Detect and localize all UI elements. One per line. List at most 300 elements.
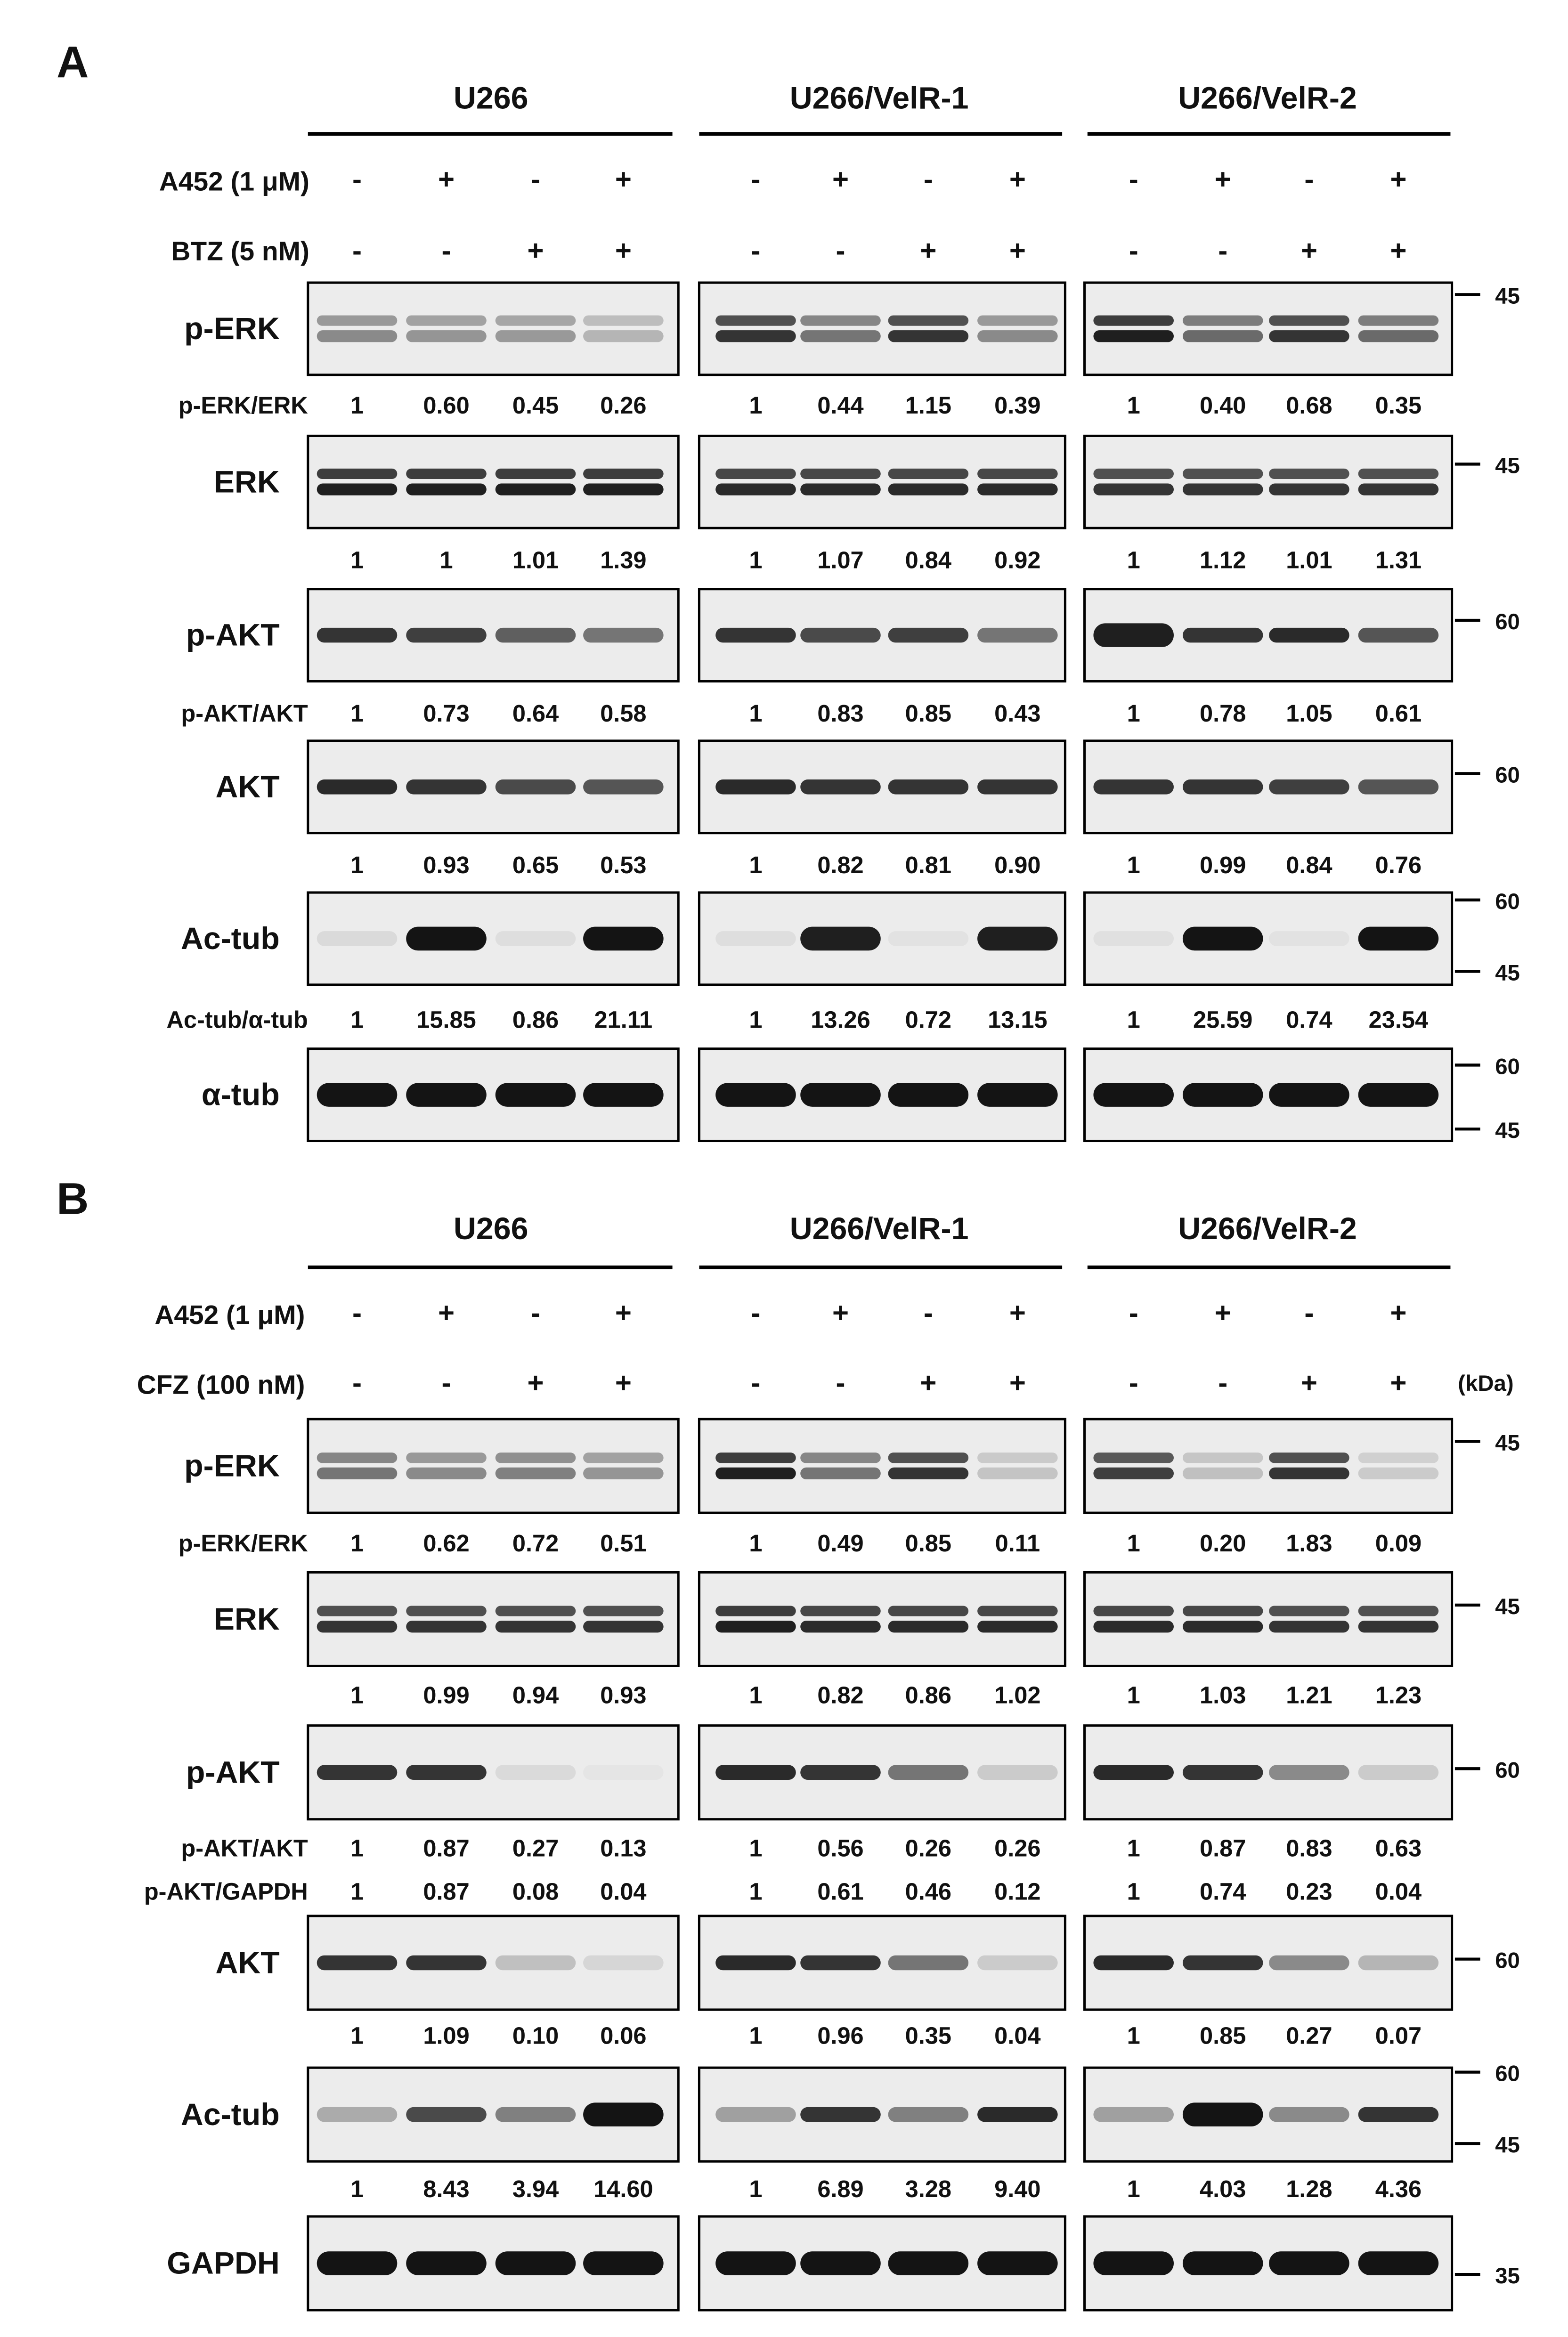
- protein-band: [1358, 1956, 1439, 1971]
- protein-band: [1093, 2251, 1174, 2275]
- protein-band: [406, 1453, 487, 1463]
- protein-band: [317, 316, 398, 326]
- protein-band: [583, 1453, 664, 1463]
- marker-label: 60: [1495, 1948, 1520, 1973]
- protein-band: [317, 1765, 398, 1780]
- quant-value: 0.65: [512, 851, 559, 878]
- quant-value: 0.56: [817, 1834, 864, 1862]
- quant-value: 0.87: [1200, 1834, 1246, 1862]
- blot-label: Ac-tub: [180, 921, 280, 957]
- protein-band: [1183, 779, 1263, 795]
- quant-value: 0.87: [423, 1834, 470, 1862]
- protein-band: [715, 483, 796, 495]
- protein-band: [800, 628, 881, 643]
- quant-value: 1: [1127, 851, 1140, 878]
- blot-row: [167, 2216, 1520, 2310]
- quant-value: 1: [350, 392, 364, 419]
- protein-band: [1093, 316, 1174, 326]
- blot-label: ERK: [213, 1602, 280, 1637]
- protein-band: [496, 1621, 576, 1632]
- quant-row: [181, 1835, 1422, 1862]
- protein-band: [888, 316, 969, 326]
- quant-value: 1.07: [817, 546, 864, 574]
- minus-sign: -: [352, 1297, 362, 1329]
- protein-band: [715, 330, 796, 342]
- quant-value: 1: [1127, 2175, 1140, 2202]
- panel-b-conditions: [137, 1297, 1514, 1400]
- protein-band: [977, 779, 1058, 795]
- marker-label: 60: [1495, 609, 1520, 635]
- quant-value: 0.11: [995, 1530, 1040, 1557]
- protein-band: [496, 1468, 576, 1479]
- protein-band: [1183, 1468, 1263, 1479]
- quant-value: 1: [749, 2175, 763, 2202]
- blot-membrane: [308, 283, 678, 375]
- protein-band: [800, 927, 881, 951]
- quant-row: [179, 392, 1422, 419]
- quant-row: [350, 852, 1422, 878]
- quant-value: 0.96: [817, 2022, 864, 2049]
- blot-label: p-ERK: [184, 1448, 280, 1484]
- blot-row: [181, 889, 1520, 986]
- protein-band: [317, 779, 398, 795]
- protein-band: [715, 628, 796, 643]
- marker-label: 35: [1495, 2264, 1520, 2289]
- protein-band: [1093, 1765, 1174, 1780]
- blot-label: α-tub: [201, 1077, 280, 1112]
- protein-band: [977, 483, 1058, 495]
- quant-value: 0.63: [1375, 1834, 1422, 1862]
- quant-value: 6.89: [817, 2175, 864, 2202]
- quant-value: 1: [350, 2022, 364, 2049]
- protein-band: [317, 628, 398, 643]
- quant-value: 0.99: [1200, 851, 1246, 878]
- protein-band: [1358, 2251, 1439, 2275]
- blot-membrane: [1084, 436, 1452, 528]
- quant-value: 1.39: [600, 546, 647, 574]
- quant-row: [179, 1530, 1422, 1557]
- protein-band: [1183, 330, 1263, 342]
- protein-band: [977, 1606, 1058, 1616]
- minus-sign: -: [531, 1297, 541, 1329]
- plus-sign: +: [832, 163, 849, 195]
- protein-band: [1269, 330, 1349, 342]
- protein-band: [888, 779, 969, 795]
- protein-band: [583, 628, 664, 643]
- protein-band: [406, 330, 487, 342]
- quant-value: 8.43: [423, 2175, 470, 2202]
- blot-row: [184, 1419, 1520, 1513]
- protein-band: [888, 2107, 969, 2122]
- quant-value: 0.44: [817, 392, 864, 419]
- panel-a: [57, 37, 1520, 1143]
- quant-value: 0.72: [512, 1530, 559, 1557]
- protein-band: [1093, 469, 1174, 479]
- protein-band: [583, 2102, 664, 2126]
- quant-value: 1: [1127, 1006, 1140, 1033]
- protein-band: [1183, 483, 1263, 495]
- protein-band: [888, 931, 969, 946]
- minus-sign: -: [836, 235, 845, 267]
- marker-label: 45: [1495, 2133, 1520, 2158]
- protein-band: [1183, 1453, 1263, 1463]
- protein-band: [406, 927, 487, 951]
- protein-band: [715, 1453, 796, 1463]
- protein-band: [977, 1468, 1058, 1479]
- group-label: U266/VelR-1: [789, 81, 969, 116]
- protein-band: [715, 1468, 796, 1479]
- blot-label: AKT: [215, 1945, 280, 1980]
- protein-band: [496, 1453, 576, 1463]
- minus-sign: -: [352, 1367, 362, 1399]
- protein-band: [583, 1468, 664, 1479]
- quant-value: 0.26: [905, 1834, 952, 1862]
- condition-label: A452 (1 μM): [154, 1300, 305, 1330]
- blot-row: [215, 741, 1519, 833]
- blot-membrane: [1084, 283, 1452, 375]
- quant-value: 3.28: [905, 2175, 952, 2202]
- protein-band: [496, 1606, 576, 1616]
- quant-value: 0.87: [423, 1878, 470, 1905]
- protein-band: [715, 931, 796, 946]
- protein-band: [406, 628, 487, 643]
- protein-band: [1183, 1621, 1263, 1632]
- quant-value: 1: [1127, 1681, 1140, 1709]
- quant-value: 1: [749, 1834, 763, 1862]
- protein-band: [496, 1956, 576, 1971]
- protein-band: [1269, 1621, 1349, 1632]
- blot-row: [184, 283, 1520, 375]
- plus-sign: +: [1390, 235, 1407, 267]
- quant-value: 1: [350, 1530, 364, 1557]
- minus-sign: -: [1129, 1367, 1138, 1399]
- quant-value: 1: [749, 699, 763, 727]
- quant-value: 0.27: [1286, 2022, 1332, 2049]
- quant-value: 9.40: [994, 2175, 1041, 2202]
- quant-value: 0.83: [1286, 1834, 1332, 1862]
- plus-sign: +: [527, 235, 544, 267]
- quant-value: 0.81: [905, 851, 952, 878]
- protein-band: [1183, 469, 1263, 479]
- protein-band: [1358, 1468, 1439, 1479]
- quant-value: 0.07: [1375, 2022, 1422, 2049]
- blot-row: [215, 1916, 1519, 2010]
- protein-band: [496, 316, 576, 326]
- plus-sign: +: [1300, 1367, 1317, 1399]
- protein-band: [317, 1956, 398, 1971]
- quant-value: 0.92: [994, 546, 1041, 574]
- protein-band: [1358, 483, 1439, 495]
- quant-value: 0.86: [512, 1006, 559, 1033]
- blot-membrane: [1084, 1572, 1452, 1666]
- protein-band: [406, 1765, 487, 1780]
- quant-value: 1.01: [1286, 546, 1332, 574]
- protein-band: [977, 316, 1058, 326]
- protein-band: [977, 1083, 1058, 1107]
- marker-label: 60: [1495, 889, 1520, 914]
- protein-band: [406, 1468, 487, 1479]
- protein-band: [1269, 1453, 1349, 1463]
- minus-sign: -: [923, 1297, 933, 1329]
- protein-band: [1269, 1083, 1349, 1107]
- protein-band: [800, 1621, 881, 1632]
- quant-row: [350, 2175, 1422, 2202]
- protein-band: [1358, 2107, 1439, 2122]
- blot-membrane: [308, 1419, 678, 1513]
- quant-value: 1: [749, 851, 763, 878]
- quant-value: 1: [350, 1681, 364, 1709]
- quant-value: 1: [350, 546, 364, 574]
- quant-value: 0.10: [512, 2022, 559, 2049]
- quant-value: 0.78: [1200, 699, 1246, 727]
- protein-band: [583, 1621, 664, 1632]
- marker-label: 45: [1495, 284, 1520, 309]
- quant-value: 1.15: [905, 392, 952, 419]
- marker-label: 45: [1495, 453, 1520, 479]
- protein-band: [1183, 628, 1263, 643]
- protein-band: [715, 316, 796, 326]
- quant-value: 0.26: [600, 392, 647, 419]
- protein-band: [317, 1453, 398, 1463]
- quant-value: 1: [1127, 2022, 1140, 2049]
- quant-value: 0.09: [1375, 1530, 1422, 1557]
- group-label: U266/VelR-2: [1178, 81, 1357, 116]
- quant-value: 21.11: [594, 1006, 653, 1033]
- quant-label: Ac-tub/α-tub: [166, 1006, 308, 1033]
- protein-band: [1093, 931, 1174, 946]
- quant-value: 0.04: [1375, 1878, 1422, 1905]
- protein-band: [317, 2251, 398, 2275]
- protein-band: [1269, 2251, 1349, 2275]
- blot-label: p-AKT: [186, 617, 280, 653]
- protein-band: [496, 2251, 576, 2275]
- quant-value: 0.12: [994, 1878, 1041, 1905]
- quant-value: 0.43: [994, 699, 1041, 727]
- minus-sign: -: [1129, 163, 1138, 195]
- quant-value: 0.04: [600, 1878, 647, 1905]
- protein-band: [800, 779, 881, 795]
- quant-value: 1.05: [1286, 699, 1332, 727]
- protein-band: [1358, 779, 1439, 795]
- quant-value: 15.85: [416, 1006, 476, 1033]
- quant-value: 0.26: [994, 1834, 1041, 1862]
- protein-band: [317, 469, 398, 479]
- protein-band: [800, 1468, 881, 1479]
- quant-value: 0.68: [1286, 392, 1332, 419]
- quant-value: 0.62: [423, 1530, 470, 1557]
- quant-value: 0.35: [905, 2022, 952, 2049]
- marker-label: 60: [1495, 2061, 1520, 2086]
- protein-band: [715, 1956, 796, 1971]
- plus-sign: +: [1214, 163, 1231, 195]
- protein-band: [406, 2107, 487, 2122]
- quant-value: 1.31: [1375, 546, 1422, 574]
- protein-band: [1093, 1468, 1174, 1479]
- protein-band: [1358, 330, 1439, 342]
- protein-band: [888, 1606, 969, 1616]
- protein-band: [317, 1606, 398, 1616]
- protein-band: [1269, 779, 1349, 795]
- quant-value: 0.08: [512, 1878, 559, 1905]
- protein-band: [1358, 1621, 1439, 1632]
- plus-sign: +: [1390, 163, 1407, 195]
- minus-sign: -: [836, 1367, 845, 1399]
- protein-band: [800, 1606, 881, 1616]
- plus-sign: +: [615, 163, 632, 195]
- quant-value: 0.74: [1200, 1878, 1246, 1905]
- quant-value: 1: [350, 2175, 364, 2202]
- plus-sign: +: [1009, 1297, 1026, 1329]
- protein-band: [1358, 1083, 1439, 1107]
- protein-band: [1183, 1606, 1263, 1616]
- quant-value: 0.64: [512, 699, 559, 727]
- minus-sign: -: [352, 235, 362, 267]
- protein-band: [977, 1621, 1058, 1632]
- quant-value: 0.60: [423, 392, 470, 419]
- quant-value: 1.02: [994, 1681, 1041, 1709]
- quant-value: 3.94: [512, 2175, 559, 2202]
- protein-band: [1183, 2102, 1263, 2126]
- quant-label: p-AKT/AKT: [181, 1834, 308, 1862]
- protein-band: [977, 628, 1058, 643]
- plus-sign: +: [1009, 163, 1026, 195]
- protein-band: [1269, 1468, 1349, 1479]
- quant-value: 0.04: [994, 2022, 1041, 2049]
- protein-band: [715, 779, 796, 795]
- plus-sign: +: [615, 1297, 632, 1329]
- protein-band: [977, 2251, 1058, 2275]
- blot-row: [202, 1049, 1520, 1144]
- condition-label: BTZ (5 nM): [171, 236, 309, 267]
- protein-band: [800, 1956, 881, 1971]
- protein-band: [1358, 316, 1439, 326]
- quant-value: 1: [350, 699, 364, 727]
- protein-band: [583, 779, 664, 795]
- protein-band: [715, 2251, 796, 2275]
- protein-band: [977, 330, 1058, 342]
- quant-value: 0.53: [600, 851, 647, 878]
- protein-band: [800, 1453, 881, 1463]
- protein-band: [977, 1956, 1058, 1971]
- minus-sign: -: [531, 163, 541, 195]
- plus-sign: +: [1214, 1297, 1231, 1329]
- protein-band: [800, 2107, 881, 2122]
- minus-sign: -: [1129, 1297, 1138, 1329]
- protein-band: [888, 1956, 969, 1971]
- blot-membrane: [1084, 1419, 1452, 1513]
- quant-value: 0.39: [994, 392, 1041, 419]
- quant-value: 0.74: [1286, 1006, 1332, 1033]
- protein-band: [317, 2107, 398, 2122]
- blot-membrane: [308, 1572, 678, 1666]
- protein-band: [1269, 628, 1349, 643]
- quant-row: [181, 700, 1422, 727]
- marker-label: 45: [1495, 1430, 1520, 1456]
- group-label: U266: [454, 81, 528, 116]
- protein-band: [1093, 623, 1174, 647]
- protein-band: [406, 469, 487, 479]
- protein-band: [1093, 330, 1174, 342]
- plus-sign: +: [1009, 235, 1026, 267]
- quant-value: 0.84: [1286, 851, 1332, 878]
- protein-band: [977, 469, 1058, 479]
- protein-band: [583, 927, 664, 951]
- protein-band: [977, 927, 1058, 951]
- minus-sign: -: [751, 1297, 761, 1329]
- protein-band: [977, 1765, 1058, 1780]
- quant-value: 13.15: [988, 1006, 1048, 1033]
- quant-value: 1: [350, 1878, 364, 1905]
- quant-value: 1: [749, 1530, 763, 1557]
- quant-value: 1: [1127, 699, 1140, 727]
- quant-value: 14.60: [593, 2175, 653, 2202]
- plus-sign: +: [438, 163, 455, 195]
- protein-band: [1183, 927, 1263, 951]
- protein-band: [977, 2107, 1058, 2122]
- quant-value: 0.20: [1200, 1530, 1246, 1557]
- blot-membrane: [699, 283, 1065, 375]
- quant-value: 0.61: [1375, 699, 1422, 727]
- protein-band: [800, 469, 881, 479]
- protein-band: [406, 779, 487, 795]
- quant-value: 0.82: [817, 851, 864, 878]
- protein-band: [1093, 1956, 1174, 1971]
- protein-band: [715, 2107, 796, 2122]
- protein-band: [888, 628, 969, 643]
- protein-band: [1183, 1765, 1263, 1780]
- minus-sign: -: [352, 163, 362, 195]
- plus-sign: +: [615, 235, 632, 267]
- condition-label: CFZ (100 nM): [137, 1370, 305, 1400]
- protein-band: [406, 483, 487, 495]
- blot-membrane: [308, 436, 678, 528]
- protein-band: [888, 1083, 969, 1107]
- quant-value: 25.59: [1193, 1006, 1253, 1033]
- kda-unit-label: (kDa): [1458, 1371, 1514, 1396]
- protein-band: [800, 483, 881, 495]
- quant-value: 1: [749, 1681, 763, 1709]
- minus-sign: -: [1129, 235, 1138, 267]
- protein-band: [888, 2251, 969, 2275]
- quant-value: 1: [749, 392, 763, 419]
- quant-value: 0.72: [905, 1006, 952, 1033]
- blot-membrane: [699, 1419, 1065, 1513]
- blot-row: [181, 2061, 1520, 2162]
- quant-value: 0.83: [817, 699, 864, 727]
- quant-value: 0.85: [905, 1530, 952, 1557]
- protein-band: [800, 330, 881, 342]
- protein-band: [496, 931, 576, 946]
- protein-band: [317, 483, 398, 495]
- quant-value: 1.21: [1286, 1681, 1332, 1709]
- marker-label: 60: [1495, 1758, 1520, 1783]
- protein-band: [1093, 1453, 1174, 1463]
- protein-band: [496, 483, 576, 495]
- quant-value: 1: [350, 1834, 364, 1862]
- protein-band: [317, 330, 398, 342]
- protein-band: [715, 1621, 796, 1632]
- quant-value: 0.61: [817, 1878, 864, 1905]
- protein-band: [977, 1453, 1058, 1463]
- protein-band: [406, 1606, 487, 1616]
- protein-band: [583, 1083, 664, 1107]
- quant-value: 0.27: [512, 1834, 559, 1862]
- quant-value: 1.28: [1286, 2175, 1332, 2202]
- quant-value: 1.03: [1200, 1681, 1246, 1709]
- protein-band: [583, 469, 664, 479]
- quant-value: 4.36: [1375, 2175, 1422, 2202]
- protein-band: [800, 1083, 881, 1107]
